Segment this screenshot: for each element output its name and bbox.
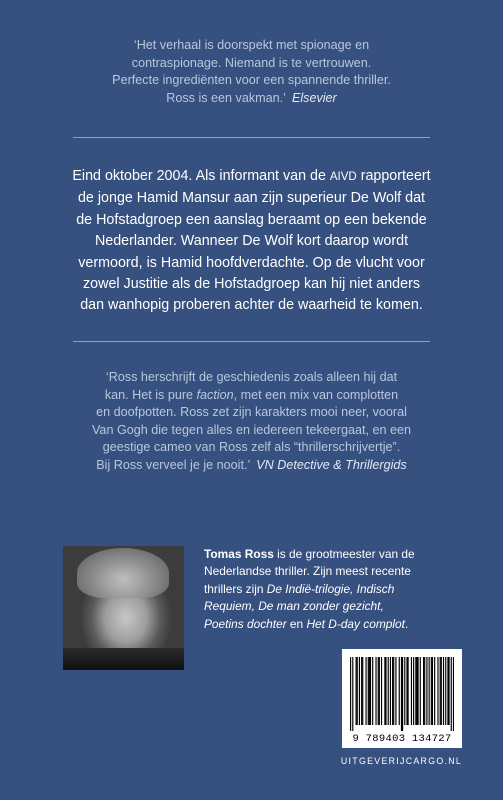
- author-shirt: [63, 648, 184, 670]
- quote-line: [45, 457, 458, 475]
- quote-line: contraspionage. Niemand is te vertrouwen.: [131, 55, 372, 70]
- barcode-bar: [378, 657, 379, 725]
- author-name: Tomas Ross: [204, 547, 274, 561]
- barcode-bar: [434, 657, 435, 725]
- quote-line-text: Ross is een vakman.’: [166, 90, 286, 105]
- barcode-bar: [451, 657, 452, 731]
- quote-line: ‘Ross herschrijft de geschiedenis zoals alleen hij dat: [105, 370, 398, 384]
- barcode-bar: [357, 657, 358, 725]
- barcode-bar: [395, 657, 396, 725]
- blurb-line: dan wanhopig proberen achter de waarheid te komen.: [80, 297, 423, 314]
- barcode-bar: [429, 657, 430, 725]
- barcode-bar: [361, 657, 362, 725]
- barcode-bar: [388, 657, 389, 725]
- book-title: De Indië-trilogie, Indisch: [266, 581, 395, 596]
- blurb-line: vermoord, is Hamid hoofdverdachte. Op de vlucht voor: [78, 254, 425, 271]
- barcode-bar: [408, 657, 409, 725]
- barcode-bar: [401, 657, 402, 731]
- barcode-bar: [402, 657, 403, 731]
- author-photo: [63, 546, 184, 670]
- quote-line: [45, 387, 458, 405]
- barcode-bar: [368, 657, 369, 725]
- barcode-bar: [416, 657, 417, 725]
- barcode-bar: [424, 657, 425, 725]
- isbn-barcode: [342, 649, 462, 748]
- bio-line: [204, 598, 454, 615]
- divider-middle: [73, 341, 430, 342]
- quote-line: Van Gogh die tegen alles en iedereen tekeergaat, en een: [91, 422, 412, 437]
- barcode-bar: [453, 657, 454, 731]
- barcode-bar: [369, 657, 370, 725]
- isbn-digits: 9 789403 134727: [352, 733, 452, 745]
- barcode-bar: [447, 657, 448, 725]
- barcode-bar: [385, 657, 386, 725]
- bio-line: [204, 616, 454, 633]
- quote-line: [50, 90, 453, 108]
- barcode-bar: [441, 657, 442, 725]
- barcode-bar: [356, 657, 357, 725]
- book-title: Het D-day complot: [306, 616, 405, 631]
- barcode-bar: [390, 657, 391, 725]
- bio-text: .: [404, 616, 409, 631]
- quote-text: , met een mix van complotten: [233, 387, 399, 402]
- quote-text: Bij Ross verveel je je nooit.’: [96, 457, 251, 472]
- barcode-bars: [350, 657, 454, 731]
- quote-source: Elsevier: [291, 90, 337, 105]
- barcode-bar: [411, 657, 412, 725]
- barcode-bar: [404, 657, 405, 725]
- quote-source: VN Detective & Thrillergids: [256, 457, 407, 472]
- bio-line: Nederlandse thriller. Zijn meest recente: [204, 564, 411, 579]
- barcode-bar: [384, 657, 385, 725]
- book-title: Requiem, De man zonder gezicht,: [204, 599, 384, 614]
- book-title: Poetins dochter: [204, 616, 287, 631]
- barcode-bar: [375, 657, 376, 725]
- barcode-bar: [420, 657, 421, 725]
- publisher-url: UITGEVERIJCARGO.NL: [340, 756, 463, 766]
- quote-line: en doofpotten. Ross zet zijn karakters mooi neer, vooral: [96, 405, 407, 420]
- press-quote-elsevier: [50, 37, 453, 107]
- barcode-bar: [350, 657, 351, 731]
- blurb-line: [56, 166, 447, 188]
- bio-text: en: [286, 616, 307, 631]
- blurb-text: Eind oktober 2004. Als informant van de: [72, 168, 330, 184]
- barcode-bar: [372, 657, 373, 725]
- author-bio: [204, 546, 454, 633]
- barcode-bar: [415, 657, 416, 725]
- barcode-bar: [352, 657, 353, 731]
- barcode-bar: [431, 657, 432, 725]
- barcode-bar: [413, 657, 414, 725]
- divider-top: [73, 137, 430, 138]
- author-hair: [77, 548, 169, 598]
- barcode-bar: [426, 657, 427, 725]
- quote-italic: faction: [196, 387, 234, 402]
- blurb-line: de Hofstadgroep een aanslag beraamt op een bekende: [76, 211, 427, 228]
- aivd-abbrev: AIVD: [329, 171, 357, 183]
- barcode-bar: [440, 657, 441, 725]
- barcode-bar: [399, 657, 400, 725]
- barcode-bar: [437, 657, 438, 725]
- press-quote-vn: [45, 369, 458, 475]
- quote-line: ‘Het verhaal is doorspekt met spionage en: [133, 38, 370, 52]
- bio-text: thrillers zijn: [204, 581, 267, 596]
- blurb-line: Nederlander. Wanneer De Wolf kort daarop wordt: [94, 233, 409, 250]
- barcode-bar: [432, 657, 433, 725]
- barcode-bar: [417, 657, 418, 725]
- barcode-bar: [365, 657, 366, 725]
- barcode-bar: [379, 657, 380, 725]
- blurb-text: rapporteert: [356, 168, 431, 184]
- quote-text: kan. Het is pure: [104, 387, 197, 402]
- bio-line: [204, 546, 454, 563]
- barcode-bar: [359, 657, 360, 725]
- quote-line: Perfecte ingrediënten voor een spannende thriller.: [112, 73, 391, 88]
- bio-text: is de grootmeester van de: [273, 547, 415, 561]
- barcode-bar: [370, 657, 371, 725]
- quote-line: geestige cameo van Ross zelf als “thrillerschrijvertje”.: [102, 440, 401, 455]
- blurb-line: zowel Justitie als de Hofstadgroep kan hij niet anders: [83, 276, 420, 293]
- barcode-bar: [423, 657, 424, 725]
- bio-line: [204, 581, 454, 598]
- barcode-bar: [381, 657, 382, 725]
- barcode-bar: [406, 657, 407, 725]
- barcode-bar: [448, 657, 449, 725]
- barcode-bar: [362, 657, 363, 725]
- barcode-bar: [393, 657, 394, 725]
- barcode-bar: [443, 657, 444, 725]
- book-blurb: [56, 166, 447, 317]
- barcode-bar: [445, 657, 446, 725]
- barcode-bar: [392, 657, 393, 725]
- blurb-line: de jonge Hamid Mansur aan zijn superieur De Wolf dat: [77, 190, 425, 207]
